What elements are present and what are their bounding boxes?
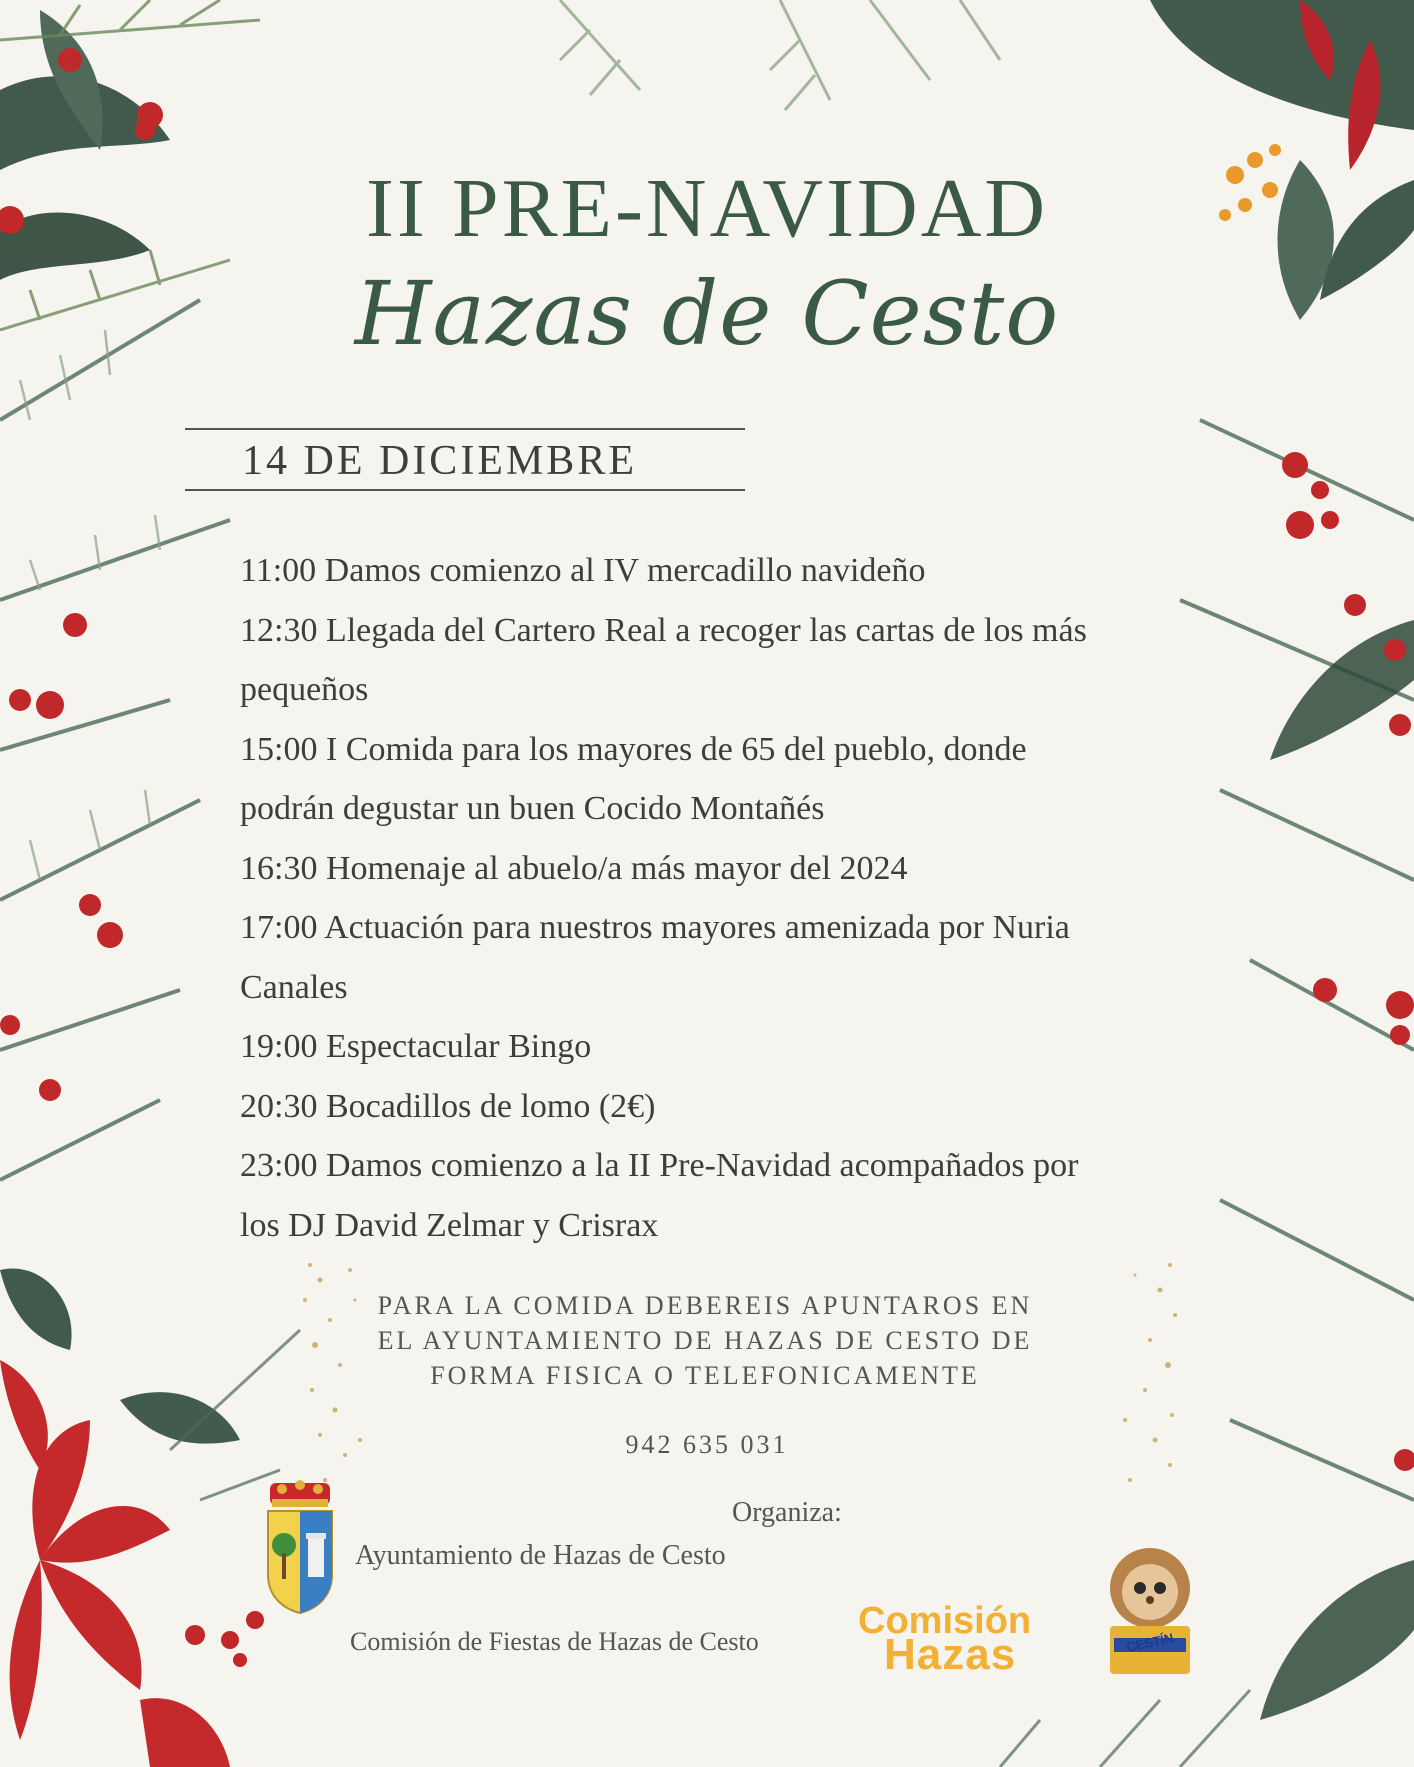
- date-bottom-rule: [185, 489, 745, 491]
- schedule-line: 11:00 Damos comienzo al IV mercadillo navideño: [240, 552, 926, 589]
- schedule-line: 23:00 Damos comienzo a la II Pre-Navidad acompañados por: [240, 1147, 1079, 1184]
- mascot-label: CESTÍN: [1125, 1630, 1175, 1655]
- schedule-line: 16:30 Homenaje al abuelo/a más mayor del 2024: [240, 849, 908, 887]
- date-top-rule: [185, 428, 745, 430]
- organizer-ayuntamiento: Ayuntamiento de Hazas de Cesto: [355, 1540, 726, 1571]
- schedule-line: Canales: [240, 968, 348, 1006]
- poinsettia-bottom-left: [0, 1360, 230, 1767]
- event-date: 14 DE DICIEMBRE: [242, 438, 637, 484]
- organizer-comision: Comisión de Fiestas de Hazas de Cesto: [350, 1627, 759, 1656]
- notice-line: PARA LA COMIDA DEBEREIS APUNTAROS EN: [377, 1291, 1033, 1320]
- notice-line: EL AYUNTAMIENTO DE HAZAS DE CESTO DE: [377, 1326, 1033, 1355]
- comision-logo-top: Comisión: [858, 1600, 1032, 1642]
- schedule-line: 19:00 Espectacular Bingo: [240, 1028, 592, 1065]
- notice-line: FORMA FISICA O TELEFONICAMENTE: [430, 1361, 980, 1390]
- comision-logo-bottom: Hazas: [884, 1630, 1017, 1679]
- cestin-mascot-logo: [1100, 1540, 1200, 1680]
- coat-of-arms-logo: [262, 1475, 338, 1615]
- schedule-line: podrán degustar un buen Cocido Montañés: [240, 790, 825, 827]
- schedule-line: 15:00 I Comida para los mayores de 65 del pueblo, donde: [240, 730, 1027, 768]
- schedule-line: pequeños: [240, 671, 369, 708]
- schedule-list: [240, 541, 1300, 1255]
- event-title: II PRE-NAVIDAD: [365, 162, 1049, 255]
- registration-notice: [300, 1288, 1110, 1393]
- event-subtitle: Hazas de Cesto: [354, 262, 1060, 365]
- schedule-line: 20:30 Bocadillos de lomo (2€): [240, 1087, 656, 1125]
- schedule-line: 17:00 Actuación para nuestros mayores amenizada por Nuria: [240, 909, 1070, 946]
- organizer-label: Organiza:: [732, 1497, 842, 1528]
- schedule-line: 12:30 Llegada del Cartero Real a recoger las cartas de los más: [240, 611, 1087, 649]
- schedule-line: los DJ David Zelmar y Crisrax: [240, 1206, 659, 1244]
- phone-number: 942 635 031: [625, 1430, 789, 1459]
